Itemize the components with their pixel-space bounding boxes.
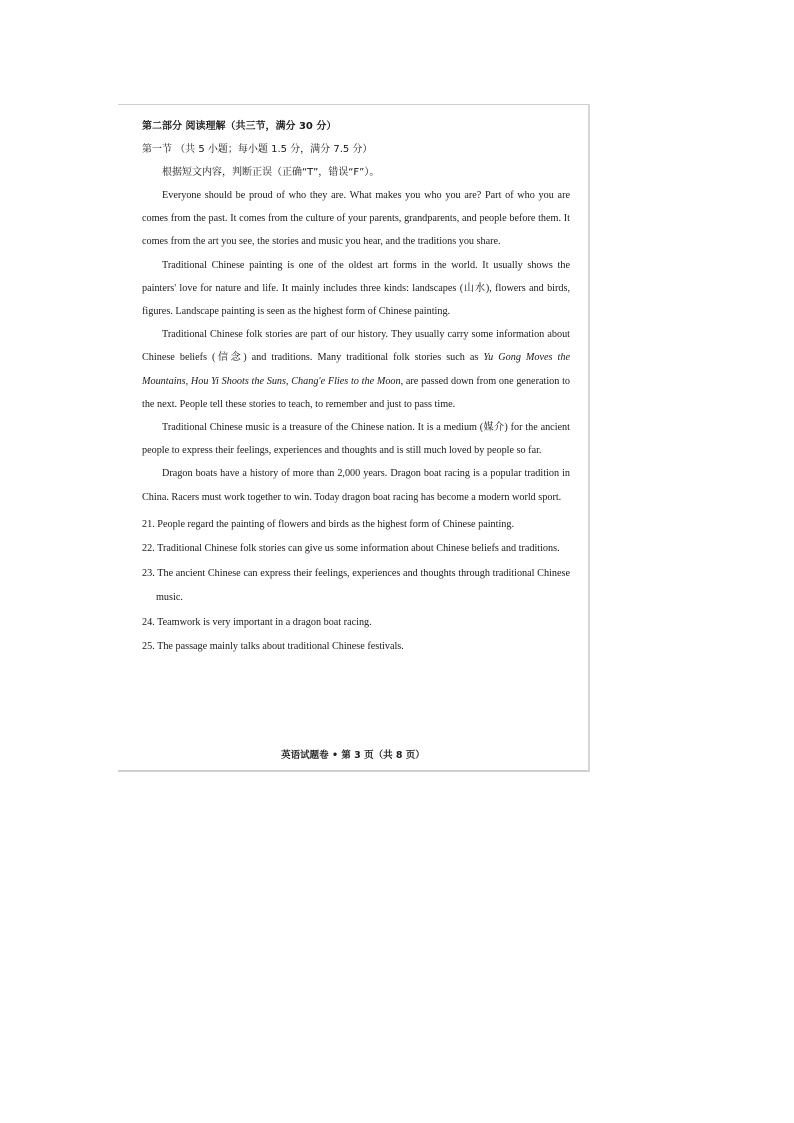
passage-paragraph-3 (142, 323, 570, 416)
question-text: Teamwork is very important in a dragon boat racing. (157, 616, 372, 628)
passage-paragraph-1: Everyone should be proud of who they are. What makes you who you are? Part of who you are comes from the past. It comes from the culture of your parents, grandparents, and people before them. It comes from the art you see, the stories and music you hear, and the traditions you share. (142, 190, 570, 248)
question-item (142, 513, 570, 538)
question-number: 24. (142, 616, 155, 628)
question-item (142, 611, 570, 636)
exam-page (118, 104, 590, 772)
question-number: 21. (142, 518, 155, 530)
page-footer: 英语试题卷 • 第 3 页（共 8 页） (281, 750, 425, 761)
question-number: 22. (142, 543, 155, 555)
folk-story-titles: Yu Gong Moves the Mountains, Hou Yi Shoots the Suns, Chang'e Flies to the Moon (142, 352, 570, 387)
instruction-text: 根据短文内容，判断正误（正确“T”，错误“F”）。 (162, 167, 380, 178)
question-text: People regard the painting of flowers and birds as the highest form of Chinese painting. (157, 518, 515, 530)
question-text: The passage mainly talks about traditional Chinese festivals. (157, 641, 404, 653)
passage-paragraph-3-end: , are passed down from one generation to the next. People tell these stories to teach, to remember and just to pass time. (142, 375, 570, 410)
question-item (142, 537, 570, 562)
passage-paragraph-2: Traditional Chinese painting is one of the oldest art forms in the world. It usually shows the painters' love for nature and life. It mainly includes three kinds: landscapes (山水), flowers and birds, figures. Landscape painting is seen as the highest form of Chinese painting. (142, 259, 570, 318)
question-number: 23. (142, 567, 155, 579)
question-text: Traditional Chinese folk stories can give us some information about Chinese beliefs and traditions. (157, 543, 560, 555)
part-title: 第二部分 阅读理解（共三节，满分 30 分） (142, 121, 337, 132)
question-text: The ancient Chinese can express their feelings, experiences and thoughts through traditional Chinese music. (156, 567, 570, 604)
passage-paragraph-5: Dragon boats have a history of more than 2,000 years. Dragon boat racing is a popular tradition in China. Racers must work together to win. Today dragon boat racing has become a modern world sport. (142, 468, 570, 503)
question-list (142, 513, 570, 660)
question-item (142, 562, 570, 611)
passage-paragraph-4: Traditional Chinese music is a treasure of the Chinese nation. It is a medium (媒介) for the ancient people to express their feelings, experiences and thoughts and is still much loved by people so far. (142, 422, 570, 457)
page-content (142, 115, 570, 660)
question-number: 25. (142, 641, 155, 653)
section-title: 第一节 （共 5 小题；每小题 1.5 分，满分 7.5 分） (142, 144, 373, 155)
passage-paragraph-3-start: Traditional Chinese folk stories are part of our history. They usually carry some information about Chinese beliefs (信念) and traditions. Many traditional folk stories such as (142, 329, 570, 364)
question-item (142, 635, 570, 660)
